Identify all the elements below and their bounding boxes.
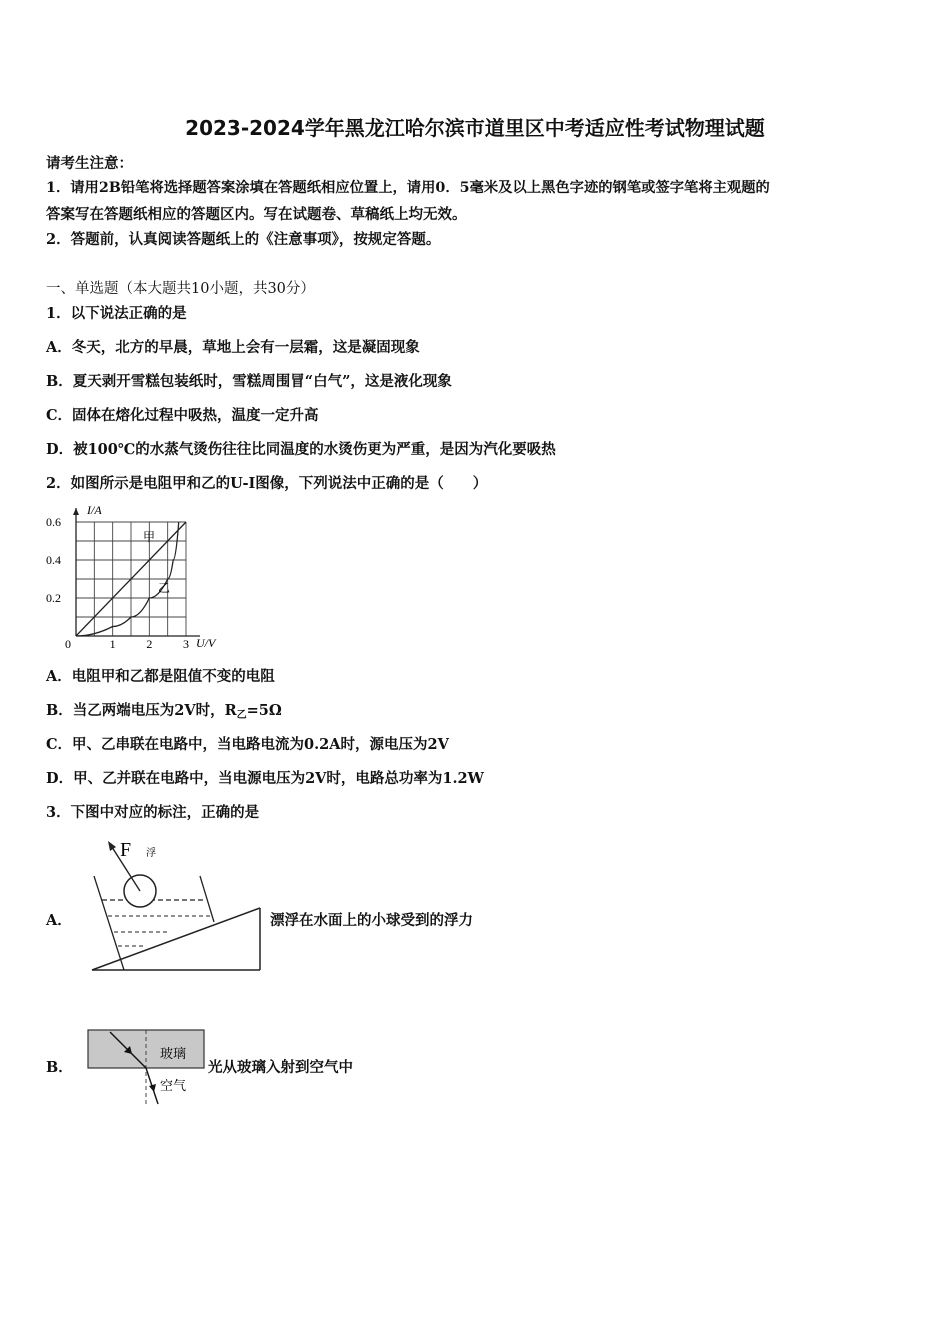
refracted-ray-arrow	[149, 1084, 156, 1092]
question-3-option-a-text: 漂浮在水面上的小球受到的浮力	[270, 912, 473, 929]
y-tick-label: 0.6	[46, 515, 61, 529]
notice-line-2: 2．答题前，认真阅读答题纸上的《注意事项》，按规定答题。	[46, 231, 441, 248]
question-2-option-b	[46, 699, 282, 721]
refraction-figure	[86, 1026, 208, 1106]
incline-surface	[92, 908, 260, 970]
series-label-yi: 乙	[158, 581, 171, 595]
container-right-wall	[200, 876, 214, 922]
buoyancy-arrow-head	[108, 841, 116, 851]
x-tick-label: 2	[146, 637, 153, 651]
y-axis-label: I/A	[87, 503, 102, 517]
question-2-option-d: D．甲、乙并联在电路中，当电源电压为2V时，电路总功率为1.2W	[46, 770, 484, 787]
y-tick-label: 0.2	[46, 591, 61, 605]
question-2-option-b-subscript: 乙	[236, 710, 247, 721]
series-label-jia: 甲	[143, 530, 156, 544]
section-heading: 一、单选题（本大题共10小题，共30分）	[46, 281, 315, 297]
x-tick-label: 3	[183, 637, 189, 651]
x-tick-label: 1	[109, 637, 116, 651]
notice-line-1: 1．请用2B铅笔将选择题答案涂填在答题纸相应位置上，请用0．5毫米及以上黑色字迹的钢笔或签字笔将主观题的	[46, 180, 770, 196]
glass-block	[88, 1030, 204, 1068]
y-axis-arrow	[73, 508, 79, 515]
question-2-option-a: A．电阻甲和乙都是阻值不变的电阻	[46, 668, 275, 685]
ui-graph	[40, 500, 230, 652]
question-1-option-c: C．固体在熔化过程中吸热，温度一定升高	[46, 407, 319, 424]
container-left-wall	[94, 876, 124, 970]
x-axis-label: U/V	[196, 636, 216, 650]
question-3-option-b-label: B．	[46, 1059, 73, 1076]
y-tick-label: 0.4	[46, 553, 61, 567]
notice-line-1b: 答案写在答题纸相应的答题区内。写在试题卷、草稿纸上均无效。	[46, 206, 467, 223]
question-1-option-d: D．被100℃的水蒸气烫伤往往比同温度的水烫伤更为严重，是因为汽化要吸热	[46, 441, 556, 458]
question-2-option-b-text: B．当乙两端电压为2V时，R	[46, 702, 237, 719]
force-subscript: 浮	[146, 848, 156, 859]
air-label: 空气	[160, 1078, 187, 1093]
question-2-option-c: C．甲、乙串联在电路中，当电路电流为0.2A时，源电压为2V	[46, 736, 449, 753]
x-tick-label: 0	[65, 637, 71, 651]
notice-heading: 请考生注意：	[46, 155, 133, 172]
page-title: 2023-2024学年黑龙江哈尔滨市道里区中考适应性考试物理试题	[185, 116, 765, 140]
question-2-option-b-tail: =5Ω	[246, 702, 282, 719]
floating-ball-figure	[82, 832, 272, 974]
question-1-option-a: A．冬天，北方的早晨，草地上会有一层霜，这是凝固现象	[46, 339, 420, 356]
question-3-option-a-label: A．	[46, 912, 72, 929]
question-3-option-b-text: 光从玻璃入射到空气中	[208, 1059, 353, 1076]
question-1-stem: 1．以下说法正确的是	[46, 305, 187, 322]
force-label: F	[120, 839, 132, 861]
question-1-option-b: B．夏天剥开雪糕包装纸时，雪糕周围冒“白气”，这是液化现象	[46, 373, 452, 390]
question-2-stem: 2．如图所示是电阻甲和乙的U-I图像，下列说法中正确的是（ ）	[46, 475, 488, 492]
question-3-stem: 3．下图中对应的标注，正确的是	[46, 804, 260, 821]
glass-label: 玻璃	[160, 1046, 187, 1061]
